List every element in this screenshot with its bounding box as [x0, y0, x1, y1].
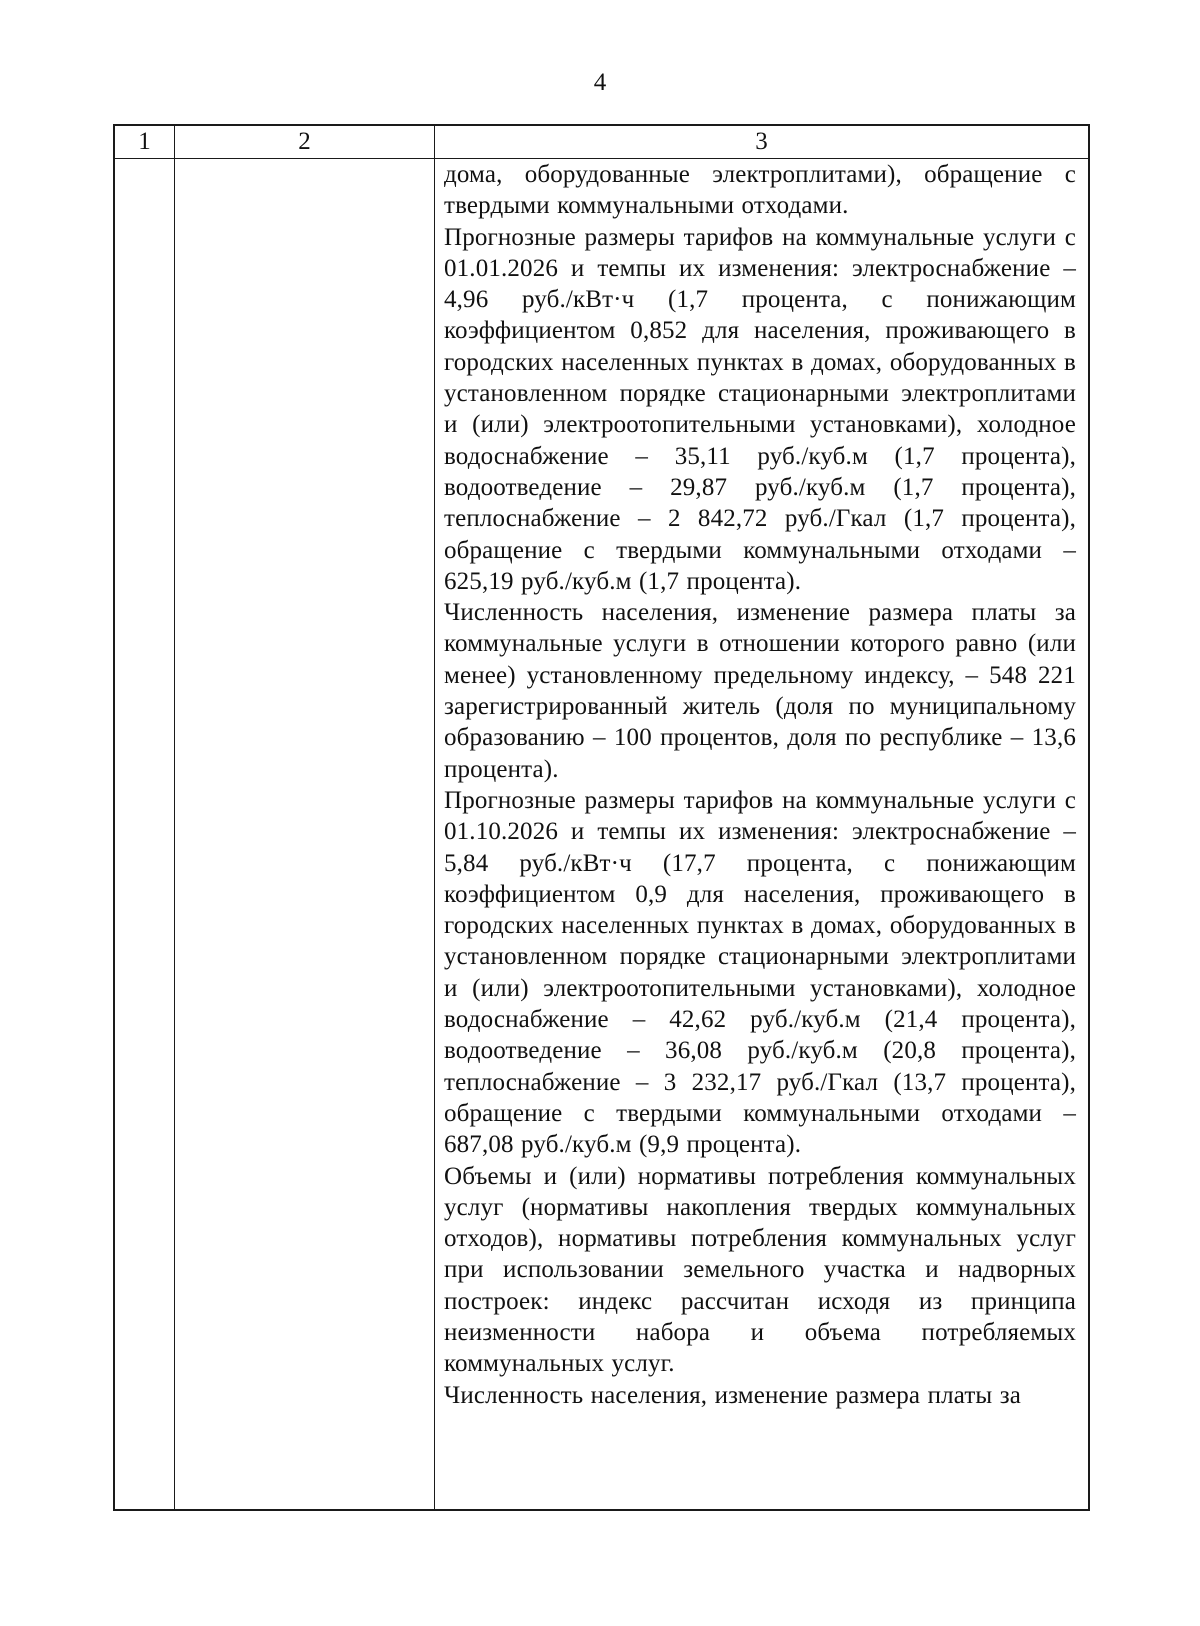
paragraph-tariffs-2026-10: Прогнозные размеры тарифов на коммунальные услуги с 01.10.2026 и темпы их изменения: электроснабжение – 5,84 руб./кВт·ч (17,7 процента, с понижающим коэффициентом 0,9 для населения, проживающего в городских населенных пунктах в домах, оборудованных в установленном порядке стационарными электроплитами и (или) электроотопительными установками), холодное водоснабжение – 42,62 руб./куб.м (21,4 процента), водоотведение – 36,08 руб./куб.м (20,8 процента), теплоснабжение – 3 232,17 руб./Гкал (13,7 процента), обращение с твердыми коммунальными отходами – 687,08 руб./куб.м (9,9 процента). [444, 786, 1076, 1159]
column-header-3: 3 [435, 126, 1088, 159]
page-number: 4 [593, 69, 607, 96]
table-cell-column-2 [175, 159, 435, 1509]
table-cell-column-1 [115, 159, 175, 1509]
column-header-2: 2 [175, 126, 435, 159]
column-header-1: 1 [115, 126, 175, 159]
document-table [113, 124, 1090, 1511]
paragraph-population: Численность населения, изменение размера платы за коммунальные услуги в отношении которого равно (или менее) установленному предельному индексу, – 548 221 зарегистрированный житель (доля по муниципальному образованию – 100 процентов, доля по республике – 13,6 процента). [444, 599, 1076, 783]
paragraph-population-continued: Численность населения, изменение размера платы за [444, 1381, 1022, 1409]
paragraph-tariffs-2026-01: Прогнозные размеры тарифов на коммунальные услуги с 01.01.2026 и темпы их изменения: электроснабжение – 4,96 руб./кВт·ч (1,7 процента, с понижающим коэффициентом 0,852 для населения, проживающего в городских населенных пунктах в домах, оборудованных в установленном порядке стационарными электроплитами и (или) электроотопительными установками), холодное водоснабжение – 35,11 руб./куб.м (1,7 процента), водоотведение – 29,87 руб./куб.м (1,7 процента), теплоснабжение – 2 842,72 руб./Гкал (1,7 процента), обращение с твердыми коммунальными отходами – 625,19 руб./куб.м (1,7 процента). [444, 223, 1076, 595]
paragraph-continuation: дома, оборудованные электроплитами), обращение с твердыми коммунальными отходами. [444, 161, 1076, 220]
paragraph-consumption-norms: Объемы и (или) нормативы потребления коммунальных услуг (нормативы накопления твердых коммунальных отходов), нормативы потребления коммунальных услуг при использовании земельного участка и надворных построек: индекс рассчитан исходя из принципа неизменности набора и объема потребляемых коммунальных услуг. [444, 1162, 1076, 1378]
table-cell-column-3 [435, 159, 1088, 1509]
